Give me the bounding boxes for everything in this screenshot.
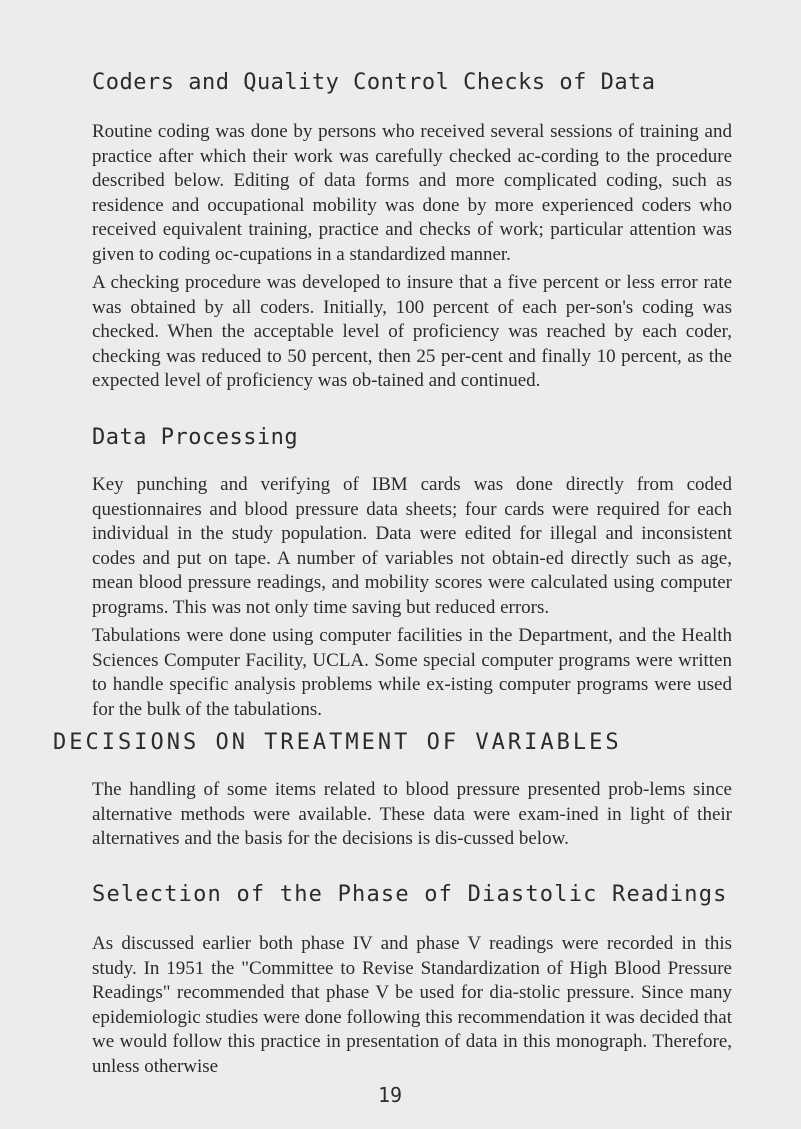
paragraph-selection-1: As discussed earlier both phase IV and phase V readings were recorded in this study. In 1951 the "Committee to Revise Standardization of High Blood Pressure Readings" recommended that phase V be used for dia-stolic pressure. Since many epidemiologic studies were done following this recommendation it was decided that we would follow this practice in presentation of data in this monograph. Therefore, unless otherwise — [92, 933, 732, 1077]
section-heading-selection-phase: Selection of the Phase of Diastolic Readings — [92, 882, 728, 907]
paragraph-processing-2: Tabulations were done using computer facilities in the Department, and the Health Sciences Computer Facility, UCLA. Some special computer programs were written to handle specific analysis problems while ex-isting computer programs were used for the bulk of the tabulations. — [92, 625, 732, 720]
paragraph-decisions-1: The handling of some items related to blood pressure presented prob-lems since alternative methods were available. These data were exam-ined in light of their alternatives and the basis for the decisions is dis-cussed below. — [92, 779, 732, 850]
paragraph-coders-2: A checking procedure was developed to insure that a five percent or less error rate was obtained by all coders. Initially, 100 percent of each per-son's coding was checked. When the acceptable level of proficiency was reached by each coder, checking was reduced to 50 percent, then 25 per-cent and finally 10 percent, as the expected level of proficiency was ob-tained and continued. — [92, 272, 732, 392]
section-heading-decisions: DECISIONS ON TREATMENT OF VARIABLES — [53, 730, 622, 755]
paragraph-processing-1: Key punching and verifying of IBM cards was done directly from coded questionnaires and blood pressure data sheets; four cards were required for each individual in the study population. Data were edited for illegal and inconsistent codes and put on tape. A number of variables not obtain-ed directly such as age, mean blood pressure readings, and mobility scores were calculated using computer programs. This was not only time saving but reduced errors. — [92, 474, 732, 618]
section-heading-coders: Coders and Quality Control Checks of Data — [92, 70, 656, 95]
page-number: 19 — [378, 1083, 403, 1107]
paragraph-coders-1: Routine coding was done by persons who received several sessions of training and practice after which their work was carefully checked ac-cording to the procedure described below. Editing of data forms and more complicated coding, such as residence and occupational mobility was done by more experienced coders who received equivalent training, practice and checks of work; particular attention was given to coding oc-cupations in a standardized manner. — [92, 121, 732, 265]
section-heading-data-processing: Data Processing — [92, 425, 299, 450]
